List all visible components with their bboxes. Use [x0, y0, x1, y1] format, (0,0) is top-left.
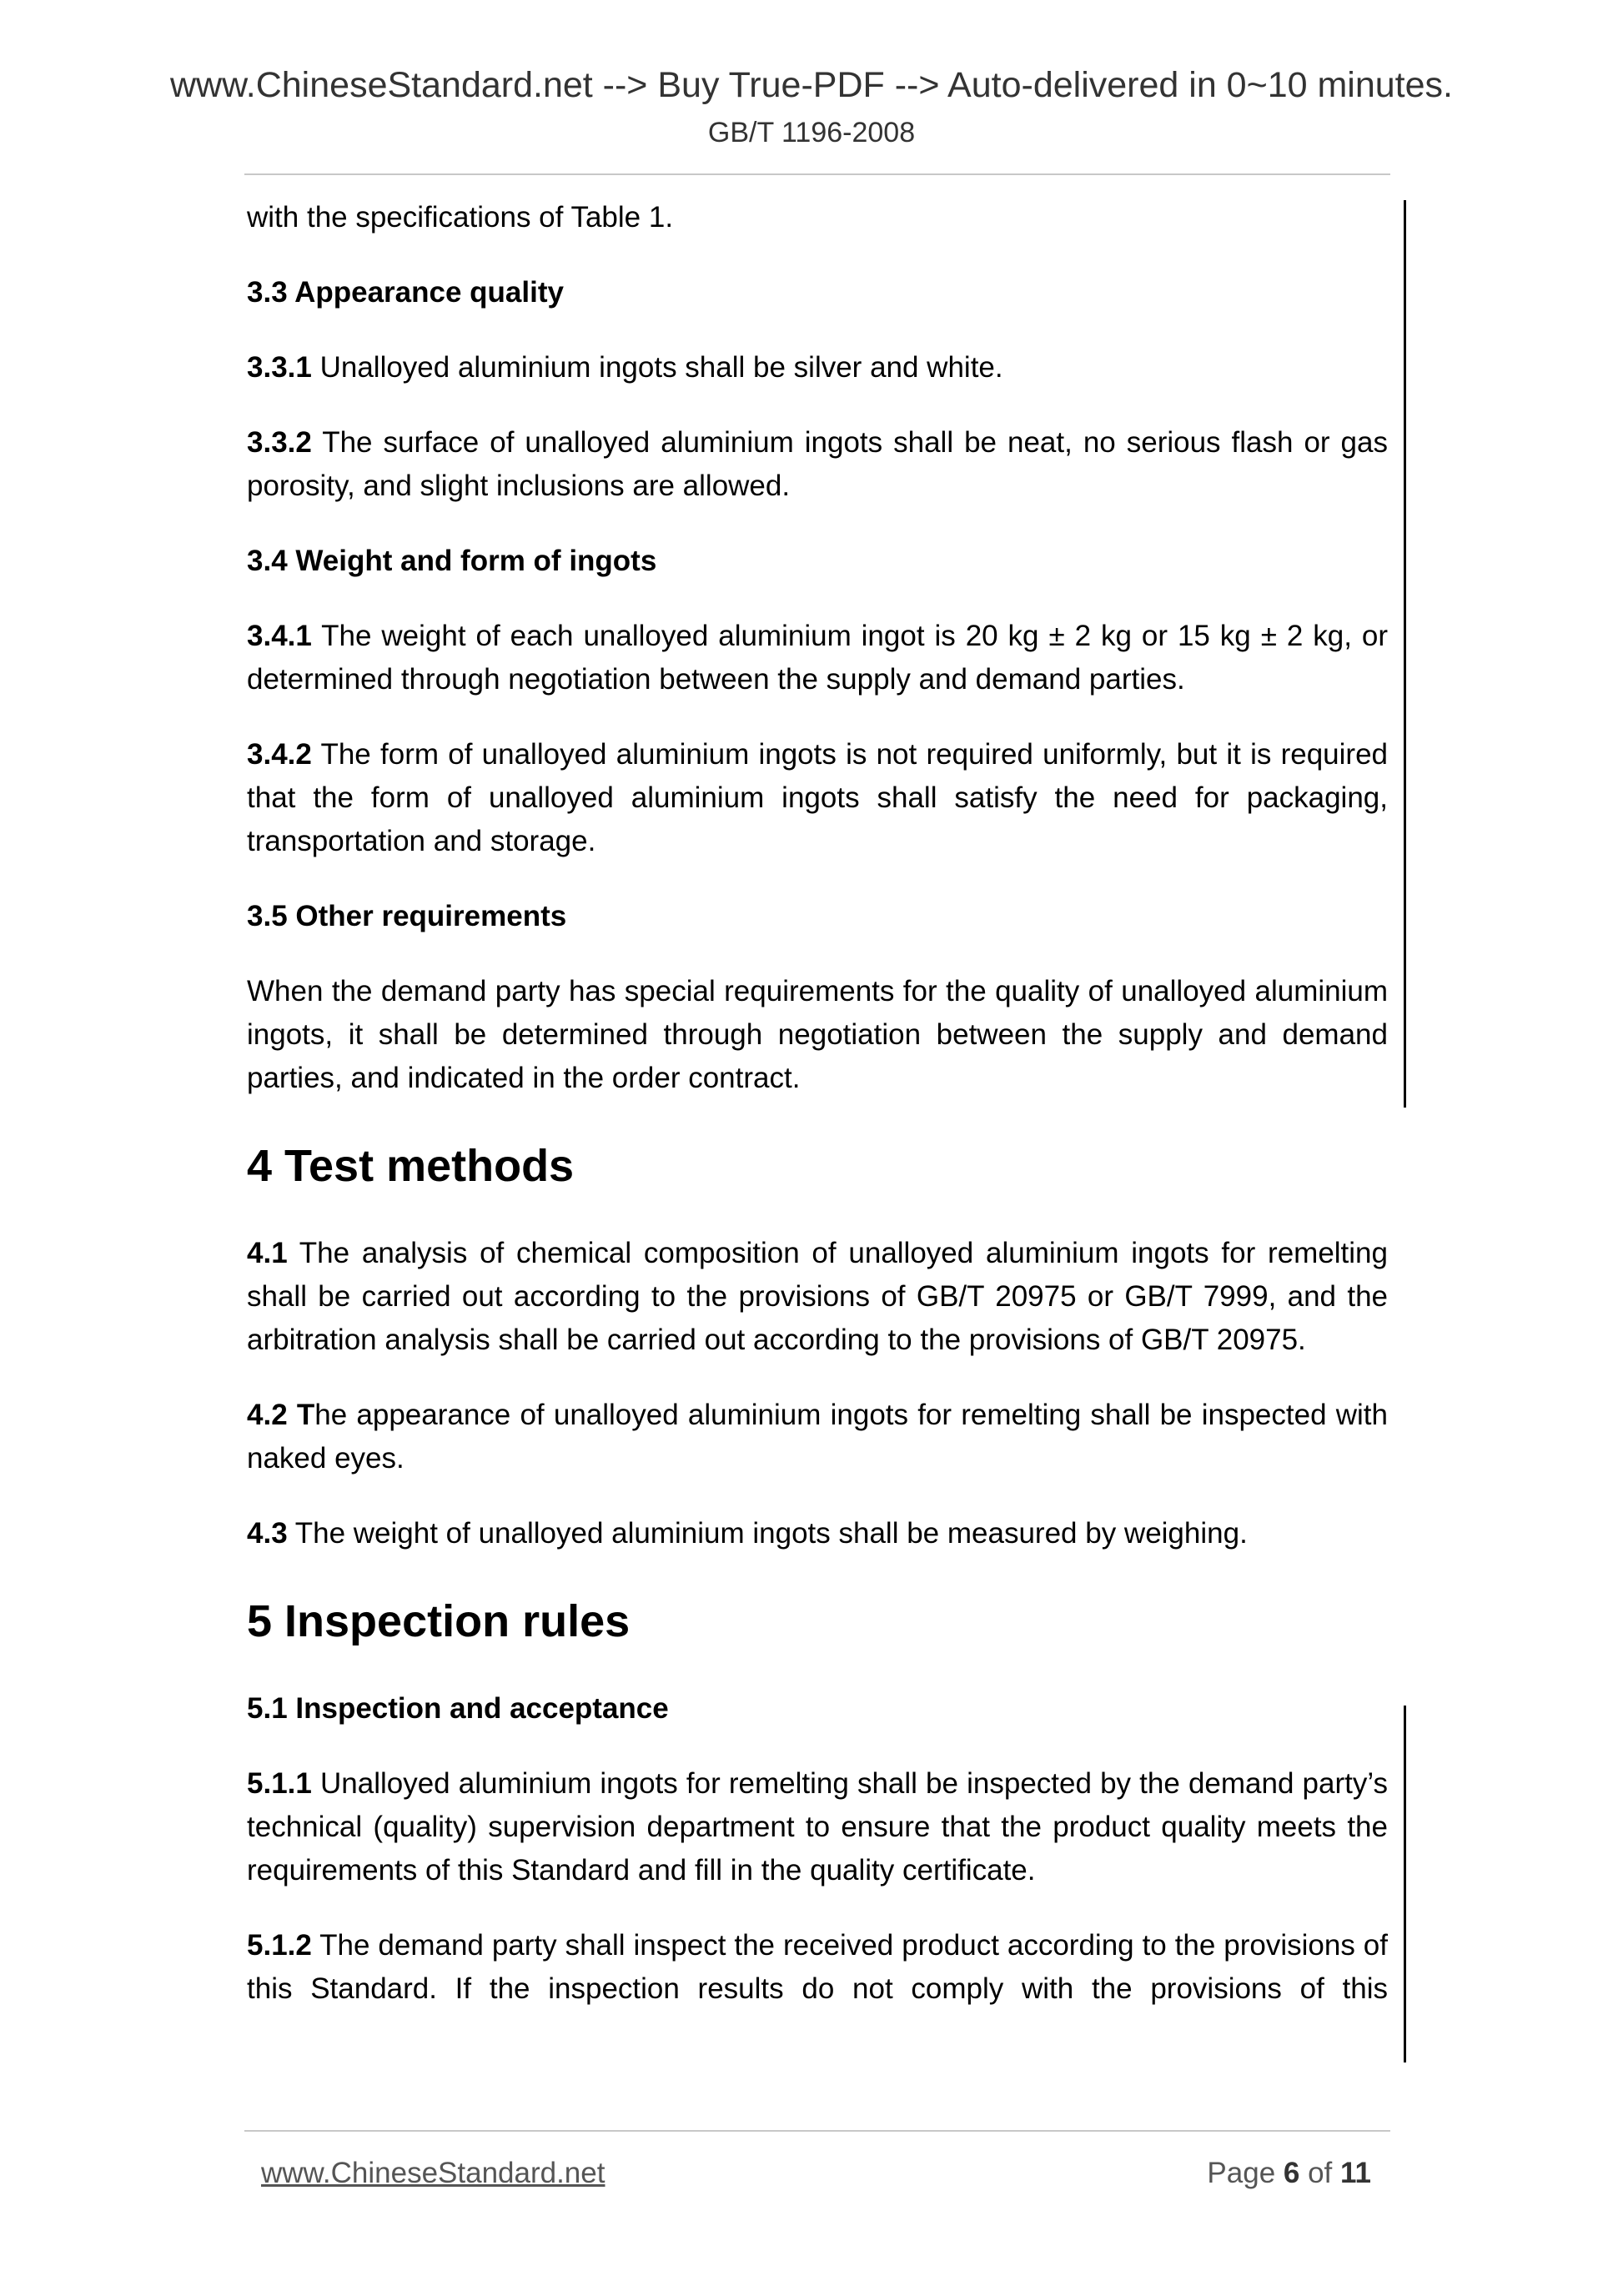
revision-bar-bottom: [1404, 1706, 1406, 2062]
section-3-3-title: 3.3 Appearance quality: [247, 276, 564, 309]
clause-3-5-text: When the demand party has special requirements for the quality of unalloyed aluminium ingots, it shall be determined through negotiation between the supply and demand parties, and indicated in the order contract.: [247, 975, 1388, 1094]
clause-4-3: [247, 1512, 1388, 1555]
header-banner: www.ChineseStandard.net --> Buy True-PDF --> Auto-delivered in 0~10 minutes.: [169, 65, 1453, 105]
page-indicator: [1207, 2157, 1371, 2190]
clause-number: 5.1.2: [247, 1929, 312, 1962]
clause-text: The form of unalloyed aluminium ingots is not required uniformly, but it is required that the form of unalloyed aluminium ingots shall satisfy the need for packaging, transportation and storage.: [247, 738, 1388, 857]
header-divider: [244, 173, 1390, 175]
clause-3-3-2: [247, 421, 1388, 508]
chapter-5-title: 5 Inspection rules: [247, 1596, 631, 1646]
clause-text: The demand party shall inspect the received product according to the provisions of this Standard. If the inspection results do not comply with the provisions of this: [247, 1929, 1388, 2005]
section-3-5-title: 3.5 Other requirements: [247, 900, 567, 932]
chapter-4-title: 4 Test methods: [247, 1141, 575, 1191]
clause-3-3-1: [247, 346, 1388, 389]
clause-number: 4.1: [247, 1237, 288, 1269]
clause-number: 3.3.2: [247, 426, 312, 459]
document-body: [247, 196, 1388, 2042]
clause-number: 3.3.1: [247, 351, 312, 384]
clause-4-2: [247, 1394, 1388, 1480]
intro-text: with the specifications of Table 1.: [247, 201, 674, 234]
clause-number: 3.4.1: [247, 620, 312, 652]
clause-5-1-2: [247, 1924, 1388, 2011]
page-separator: of: [1299, 2157, 1340, 2189]
footer-divider: [244, 2130, 1390, 2132]
page-current: 6: [1283, 2157, 1300, 2189]
clause-text: The analysis of chemical composition of unalloyed aluminium ingots for remelting shall be carried out according to the provisions of GB/T 20975 or GB/T 7999, and the arbitration analysis shall be carried out according to the provisions of GB/T 20975.: [247, 1237, 1388, 1356]
footer-site-link[interactable]: www.ChineseStandard.net: [261, 2157, 605, 2189]
section-3-4-title: 3.4 Weight and form of ingots: [247, 545, 657, 577]
clause-number: 4.3: [247, 1517, 288, 1550]
section-5-1-title: 5.1 Inspection and acceptance: [247, 1692, 669, 1725]
clause-3-4-2: [247, 733, 1388, 863]
page-total: 11: [1340, 2157, 1371, 2189]
clause-text: Unalloyed aluminium ingots for remelting shall be inspected by the demand party’s technical (quality) supervision department to ensure that the product quality meets the requirements of this Standard and fill in the quality certificate.: [247, 1767, 1388, 1887]
clause-text: he appearance of unalloyed aluminium ingots for remelting shall be inspected with naked eyes.: [247, 1399, 1388, 1475]
clause-text: The surface of unalloyed aluminium ingots shall be neat, no serious flash or gas porosity, and slight inclusions are allowed.: [247, 426, 1388, 502]
clause-text: The weight of unalloyed aluminium ingots shall be measured by weighing.: [287, 1517, 1248, 1550]
clause-number: 3.4.2: [247, 738, 312, 771]
revision-bar-top: [1404, 200, 1406, 1108]
clause-number: 5.1.1: [247, 1767, 312, 1800]
clause-text: The weight of each unalloyed aluminium ingot is 20 kg ± 2 kg or 15 kg ± 2 kg, or determined through negotiation between the supply and demand parties.: [247, 620, 1388, 696]
clause-3-4-1: [247, 615, 1388, 701]
clause-number: 4.2 T: [247, 1399, 315, 1431]
page-prefix: Page: [1207, 2157, 1284, 2189]
clause-text: Unalloyed aluminium ingots shall be silver and white.: [311, 351, 1003, 384]
clause-5-1-1: [247, 1762, 1388, 1892]
standard-code: GB/T 1196-2008: [707, 117, 916, 148]
clause-4-1: [247, 1232, 1388, 1362]
